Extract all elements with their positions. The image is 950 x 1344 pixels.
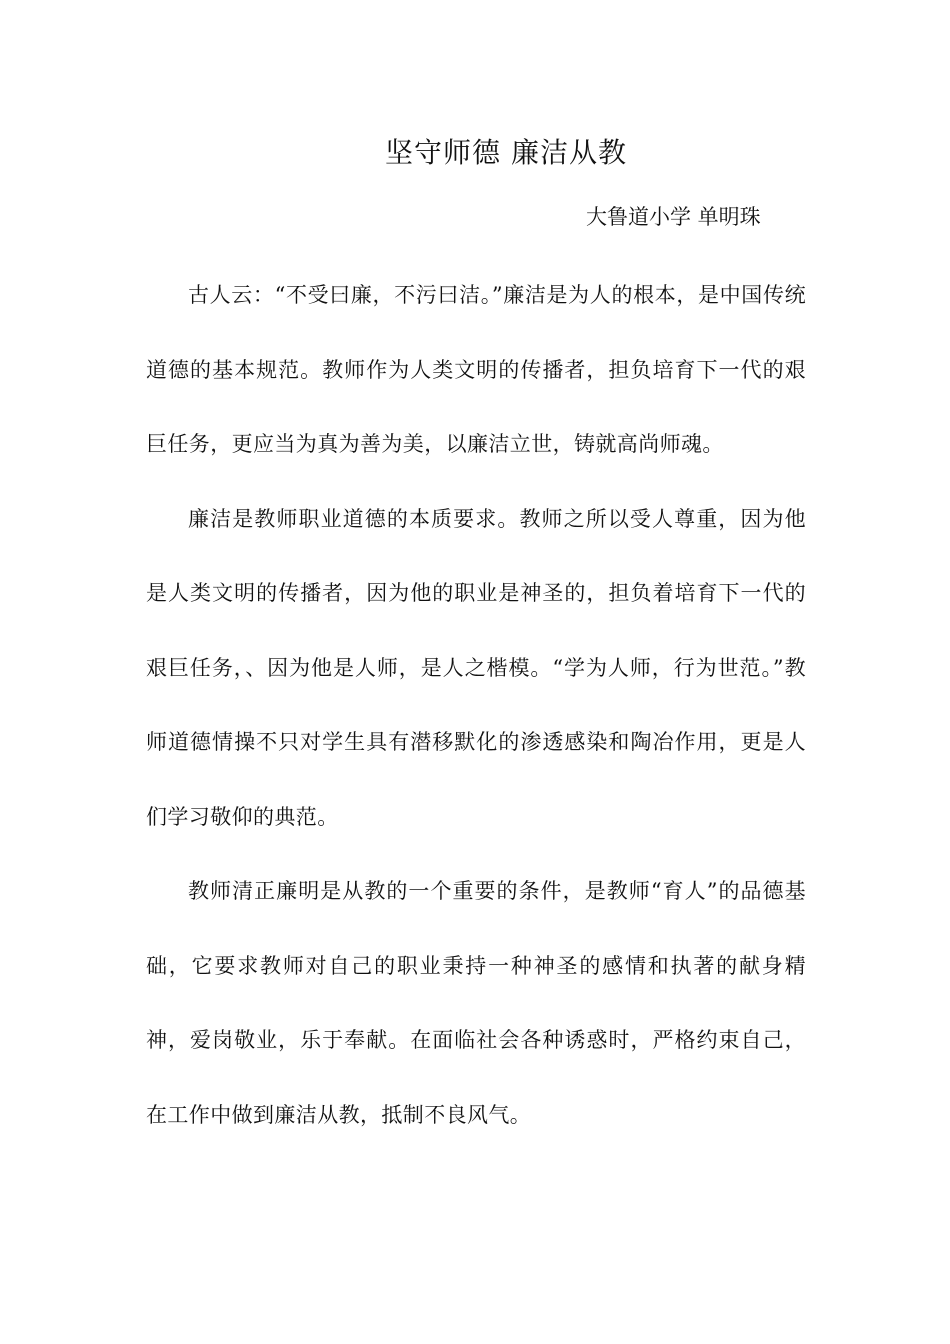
paragraph-1: 古人云：“不受曰廉，不污曰洁。”廉洁是为人的根本，是中国传统道德的基本规范。教师作为人类文明的传播者，担负培育下一代的艰巨任务，更应当为真为善为美，以廉洁立世，铸就高尚师魂。 bbox=[146, 283, 806, 456]
paragraph-3: 教师清正廉明是从教的一个重要的条件，是教师“育人”的品德基础，它要求教师对自己的职业秉持一种神圣的感情和执著的献身精神，爱岗敬业，乐于奉献。在面临社会各种诱惑时，严格约束自己，在工作中做到廉洁从教，抵制不良风气。 bbox=[146, 879, 806, 1127]
document-body bbox=[146, 258, 806, 1152]
author-line: 大鲁道小学 单明珠 bbox=[586, 205, 761, 229]
paragraph-2: 廉洁是教师职业道德的本质要求。教师之所以受人尊重，因为他是人类文明的传播者，因为他的职业是神圣的，担负着培育下一代的艰巨任务，、因为他是人师，是人之楷模。“学为人师，行为世范。”教师道德情操不只对学生具有潜移默化的渗透感染和陶冶作用，更是人们学习敬仰的典范。 bbox=[146, 506, 806, 829]
document-title: 坚守师德 廉洁从教 bbox=[385, 136, 627, 169]
